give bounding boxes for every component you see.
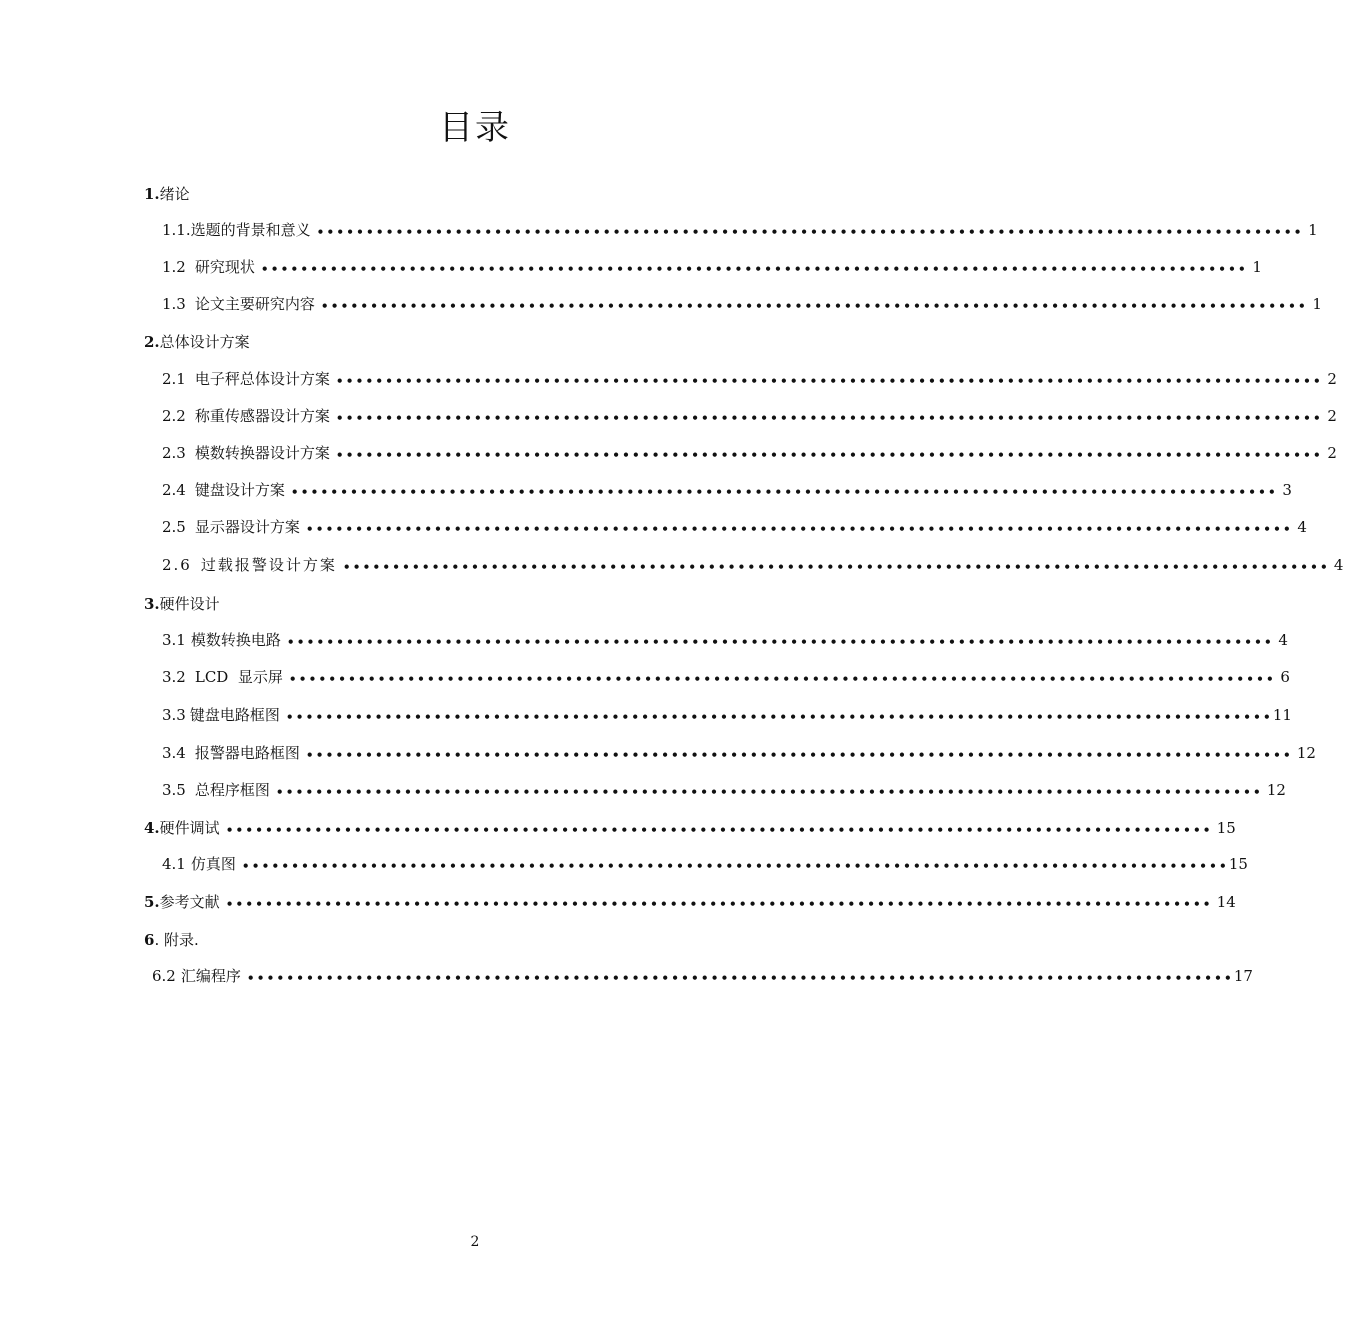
chapter-number: 1. bbox=[144, 185, 160, 203]
entry-page: 15 bbox=[1228, 855, 1248, 873]
leader-dots: •••••••••••••••••••••••••••••••••••••••••••••••••••••••••••••••••••••••••••••••••••••••••••••••••••• bbox=[225, 823, 1213, 837]
toc-chapter-5[interactable] bbox=[144, 890, 1236, 912]
entry-number: 2.4 bbox=[162, 481, 186, 499]
toc-chapter-4[interactable] bbox=[144, 816, 1236, 838]
toc-entry-6-2[interactable] bbox=[152, 964, 1253, 986]
entry-number: 2.2 bbox=[162, 407, 186, 425]
chapter-label: 硬件调试 bbox=[159, 819, 220, 837]
entry-number: 1.3 bbox=[162, 295, 186, 313]
toc-entry-4-1[interactable] bbox=[162, 852, 1248, 874]
entry-page: 4 bbox=[1278, 631, 1288, 649]
leader-dots: •••••••••••••••••••••••••••••••••••••••••••••••••••••••••••••••••••••••••••••••••••••••••••••••••••• bbox=[342, 560, 1330, 574]
leader-dots: •••••••••••••••••••••••••••••••••••••••••••••••••••••••••••••••••••••••••••••••••••••••••••••••••••• bbox=[335, 448, 1323, 462]
entry-label: 报警器电路框图 bbox=[194, 744, 300, 762]
entry-page: 11 bbox=[1272, 706, 1292, 724]
entry-page: 4 bbox=[1333, 556, 1345, 574]
leader-dots: •••••••••••••••••••••••••••••••••••••••••••••••••••••••••••••••••••••••••••••••••••••••••••••••••••• bbox=[260, 262, 1248, 276]
chapter-label: 总体设计方案 bbox=[159, 333, 250, 351]
entry-page: 1 bbox=[1252, 258, 1262, 276]
chapter-label: . 附录. bbox=[154, 931, 199, 949]
leader-dots: •••••••••••••••••••••••••••••••••••••••••••••••••••••••••••••••••••••••••••••••••••••••••••••••••••• bbox=[290, 485, 1278, 499]
entry-page: 17 bbox=[1233, 967, 1253, 985]
entry-page: 12 bbox=[1266, 781, 1286, 799]
entry-label: 过载报警设计方案 bbox=[200, 556, 337, 574]
entry-number: 1.2 bbox=[162, 258, 186, 276]
entry-page: 2 bbox=[1327, 370, 1337, 388]
entry-label: LCD 显示屏 bbox=[194, 668, 283, 686]
leader-dots: •••••••••••••••••••••••••••••••••••••••••••••••••••••••••••••••••••••••••••••••••••••••••••••••••••• bbox=[305, 748, 1293, 762]
chapter-number: 2. bbox=[144, 333, 160, 351]
entry-page: 1 bbox=[1308, 221, 1318, 239]
toc-entry-3-4[interactable] bbox=[162, 741, 1316, 763]
entry-number: 3.3 bbox=[162, 706, 186, 724]
entry-page: 2 bbox=[1327, 407, 1337, 425]
leader-dots: •••••••••••••••••••••••••••••••••••••••••••••••••••••••••••••••••••••••••••••••••••••••••••••••••••• bbox=[335, 411, 1323, 425]
entry-number: 2.5 bbox=[162, 518, 186, 536]
entry-label: 模数转换器设计方案 bbox=[194, 444, 330, 462]
entry-label: 论文主要研究内容 bbox=[194, 295, 315, 313]
toc-chapter-3[interactable] bbox=[144, 592, 220, 614]
chapter-number: 5. bbox=[144, 893, 160, 911]
toc-chapter-6[interactable] bbox=[144, 928, 199, 950]
entry-label: 电子秤总体设计方案 bbox=[194, 370, 330, 388]
entry-label: 键盘设计方案 bbox=[194, 481, 285, 499]
entry-page: 15 bbox=[1216, 819, 1236, 837]
toc-title: 目录 bbox=[439, 108, 511, 148]
entry-page: 12 bbox=[1296, 744, 1316, 762]
entry-label: 模数转换电路 bbox=[190, 631, 281, 649]
leader-dots: •••••••••••••••••••••••••••••••••••••••••••••••••••••••••••••••••••••••••••••••••••••••••••••••••••• bbox=[285, 710, 1273, 724]
leader-dots: •••••••••••••••••••••••••••••••••••••••••••••••••••••••••••••••••••••••••••••••••••••••••••••••••••• bbox=[246, 971, 1234, 985]
entry-page: 3 bbox=[1282, 481, 1292, 499]
chapter-number: 6 bbox=[144, 931, 155, 949]
entry-label: 仿真图 bbox=[190, 855, 236, 873]
chapter-label: 绪论 bbox=[159, 185, 190, 203]
leader-dots: •••••••••••••••••••••••••••••••••••••••••••••••••••••••••••••••••••••••••••••••••••••••••••••••••••• bbox=[320, 299, 1308, 313]
toc-entry-2-6[interactable] bbox=[162, 553, 1345, 575]
toc-entry-1-3[interactable] bbox=[162, 292, 1322, 314]
entry-label: 选题的背景和意义 bbox=[190, 221, 311, 239]
leader-dots: •••••••••••••••••••••••••••••••••••••••••••••••••••••••••••••••••••••••••••••••••••••••••••••••••••• bbox=[288, 672, 1276, 686]
toc-entry-2-3[interactable] bbox=[162, 441, 1337, 463]
chapter-label: 硬件设计 bbox=[159, 595, 220, 613]
toc-chapter-1[interactable] bbox=[144, 182, 190, 204]
toc-entry-2-4[interactable] bbox=[162, 478, 1292, 500]
entry-page: 14 bbox=[1216, 893, 1236, 911]
toc-entry-2-2[interactable] bbox=[162, 404, 1337, 426]
leader-dots: •••••••••••••••••••••••••••••••••••••••••••••••••••••••••••••••••••••••••••••••••••••••••••••••••••• bbox=[316, 225, 1304, 239]
entry-number: 6.2 bbox=[152, 967, 176, 985]
entry-label: 键盘电路框图 bbox=[189, 706, 280, 724]
entry-page: 4 bbox=[1297, 518, 1307, 536]
leader-dots: •••••••••••••••••••••••••••••••••••••••••••••••••••••••••••••••••••••••••••••••••••••••••••••••••••• bbox=[286, 635, 1274, 649]
entry-number: 3.2 bbox=[162, 668, 186, 686]
entry-number: 2.6 bbox=[162, 556, 192, 574]
entry-number: 2.1 bbox=[162, 370, 186, 388]
entry-number: 2.3 bbox=[162, 444, 186, 462]
entry-label: 汇编程序 bbox=[180, 967, 241, 985]
entry-label: 称重传感器设计方案 bbox=[194, 407, 330, 425]
chapter-label: 参考文献 bbox=[159, 893, 220, 911]
entry-number: 3.4 bbox=[162, 744, 186, 762]
leader-dots: •••••••••••••••••••••••••••••••••••••••••••••••••••••••••••••••••••••••••••••••••••••••••••••••••••• bbox=[335, 374, 1323, 388]
entry-label: 研究现状 bbox=[194, 258, 255, 276]
leader-dots: •••••••••••••••••••••••••••••••••••••••••••••••••••••••••••••••••••••••••••••••••••••••••••••••••••• bbox=[241, 859, 1229, 873]
page-number: 2 bbox=[470, 1234, 480, 1250]
toc-entry-1-1[interactable] bbox=[162, 218, 1318, 240]
entry-page: 6 bbox=[1280, 668, 1290, 686]
toc-chapter-2[interactable] bbox=[144, 330, 250, 352]
entry-label: 总程序框图 bbox=[194, 781, 270, 799]
toc-entry-2-5[interactable] bbox=[162, 515, 1307, 537]
entry-number: 1.1. bbox=[162, 221, 191, 239]
toc-entry-2-1[interactable] bbox=[162, 367, 1337, 389]
entry-number: 3.1 bbox=[162, 631, 186, 649]
toc-entry-3-3[interactable] bbox=[162, 703, 1292, 725]
chapter-number: 3. bbox=[144, 595, 160, 613]
leader-dots: •••••••••••••••••••••••••••••••••••••••••••••••••••••••••••••••••••••••••••••••••••••••••••••••••••• bbox=[275, 785, 1263, 799]
entry-page: 1 bbox=[1312, 295, 1322, 313]
entry-number: 4.1 bbox=[162, 855, 186, 873]
toc-entry-3-2[interactable] bbox=[162, 665, 1290, 687]
toc-entry-3-1[interactable] bbox=[162, 628, 1288, 650]
toc-entry-3-5[interactable] bbox=[162, 778, 1286, 800]
leader-dots: •••••••••••••••••••••••••••••••••••••••••••••••••••••••••••••••••••••••••••••••••••••••••••••••••••• bbox=[225, 897, 1213, 911]
chapter-number: 4. bbox=[144, 819, 160, 837]
entry-label: 显示器设计方案 bbox=[194, 518, 300, 536]
leader-dots: •••••••••••••••••••••••••••••••••••••••••••••••••••••••••••••••••••••••••••••••••••••••••••••••••••• bbox=[305, 522, 1293, 536]
entry-number: 3.5 bbox=[162, 781, 186, 799]
entry-page: 2 bbox=[1327, 444, 1337, 462]
toc-entry-1-2[interactable] bbox=[162, 255, 1262, 277]
